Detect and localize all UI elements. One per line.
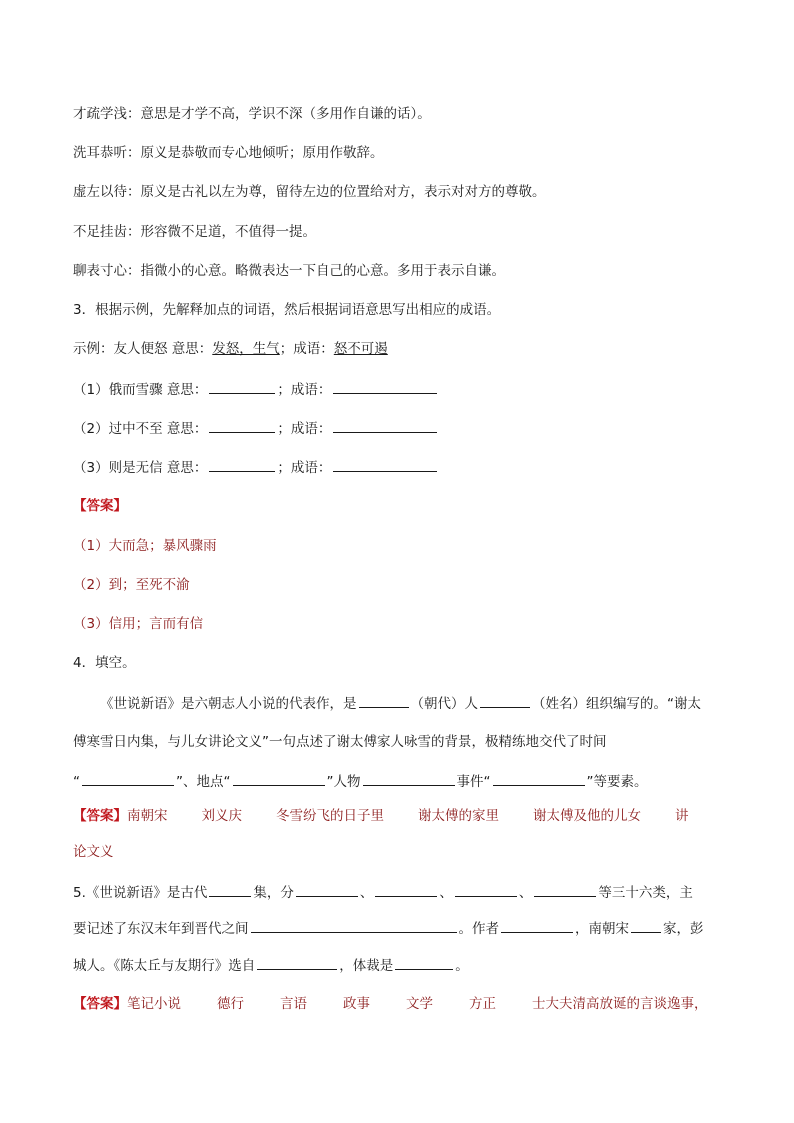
text: ”等要素。 bbox=[586, 774, 648, 790]
question-5-answer bbox=[73, 994, 708, 1014]
content-blank[interactable] bbox=[251, 918, 457, 933]
answer-2: （2）到；至死不渝 bbox=[73, 577, 190, 593]
definition-3: 虚左以待：原义是古礼以左为尊，留待左边的位置给对方，表示对对方的尊敬。 bbox=[73, 184, 546, 200]
idiom-blank[interactable] bbox=[333, 418, 437, 433]
category-blank[interactable] bbox=[375, 882, 437, 897]
text: 、 bbox=[359, 885, 374, 901]
text: （朝代）人 bbox=[410, 696, 478, 712]
text: “ bbox=[73, 774, 80, 790]
answer-3: （3）信用；言而有信 bbox=[73, 616, 204, 632]
answer-item: 文学 bbox=[406, 996, 433, 1012]
answer-1: （1）大而急；暴风骤雨 bbox=[73, 538, 217, 554]
category-blank[interactable] bbox=[534, 882, 596, 897]
answer-item: 笔记小说 bbox=[127, 996, 181, 1012]
name-blank[interactable] bbox=[480, 693, 530, 708]
text: 城人。《陈太丘与友期行》选自 bbox=[73, 958, 256, 974]
answer-item: 德行 bbox=[217, 996, 244, 1012]
answer-tag: 【答案】 bbox=[73, 498, 127, 514]
text: 。作者 bbox=[458, 921, 499, 937]
text: ，南朝宋 bbox=[575, 921, 629, 937]
author-blank[interactable] bbox=[501, 918, 573, 933]
answer-tag: 【答案】 bbox=[73, 808, 127, 824]
text: ”人物 bbox=[326, 774, 361, 790]
definition-1: 才疏学浅：意思是才学不高，学识不深（多用作自谦的话）。 bbox=[73, 106, 431, 122]
text: ，体裁是 bbox=[339, 958, 394, 974]
text: 、 bbox=[439, 885, 453, 901]
example-meaning: 发怒，生气 bbox=[212, 341, 280, 357]
answer-item: 谢太傅的家里 bbox=[418, 808, 499, 824]
time-blank[interactable] bbox=[82, 771, 174, 786]
text: （姓名）组织编写的。“谢太 bbox=[532, 696, 701, 712]
answer-item: 方正 bbox=[469, 996, 496, 1012]
text: 《世说新语》是六朝志人小说的代表作，是 bbox=[100, 696, 357, 712]
genre-blank[interactable] bbox=[209, 882, 251, 897]
meaning-blank[interactable] bbox=[209, 418, 275, 433]
answer-tag: 【答案】 bbox=[73, 996, 127, 1012]
definition-4: 不足挂齿：形容微不足道，不值得一提。 bbox=[73, 224, 316, 240]
answer-item: 刘义庆 bbox=[201, 808, 242, 824]
definition-5: 聊表寸心：指微小的心意。略微表达一下自己的心意。多用于表示自谦。 bbox=[73, 263, 505, 279]
title-blank[interactable] bbox=[631, 918, 661, 933]
answer-item: 政事 bbox=[343, 996, 370, 1012]
answer-item: 士大夫清高放诞的言谈逸事， bbox=[532, 996, 708, 1012]
question-4-para-line-3 bbox=[73, 771, 648, 792]
question-4-para-line-2: 傅寒雪日内集，与儿女讲论文义”一句点述了谢太傅家人咏雪的背景，极精练地交代了时间 bbox=[73, 734, 607, 750]
question-3-item-1 bbox=[73, 379, 439, 400]
text: ”、地点“ bbox=[176, 774, 231, 790]
question-4-answer bbox=[73, 806, 689, 826]
source-blank[interactable] bbox=[257, 955, 337, 970]
text: 、 bbox=[518, 885, 533, 901]
question-5-line-2 bbox=[73, 918, 704, 939]
text: 集，分 bbox=[253, 885, 294, 901]
category-blank[interactable] bbox=[455, 882, 517, 897]
item-label: （2）过中不至 意思： bbox=[73, 421, 208, 437]
question-4-stem: 4．填空。 bbox=[73, 655, 136, 671]
idiom-blank[interactable] bbox=[333, 457, 437, 472]
answer-item: 谢太傅及他的儿女 bbox=[533, 808, 641, 824]
text: 要记述了东汉末年到晋代之间 bbox=[73, 921, 249, 937]
question-5-line-1 bbox=[73, 882, 693, 903]
item-label: （1）俄而雪骤 意思： bbox=[73, 382, 208, 398]
form-blank[interactable] bbox=[395, 955, 453, 970]
question-3-stem: 3．根据示例，先解释加点的词语，然后根据词语意思写出相应的成语。 bbox=[73, 302, 501, 318]
people-blank[interactable] bbox=[363, 771, 455, 786]
text: 等三十六类，主 bbox=[598, 885, 693, 901]
question-4-answer-cont: 论文义 bbox=[73, 844, 114, 860]
question-4-para-line-1 bbox=[100, 693, 701, 714]
answer-item: 南朝宋 bbox=[127, 808, 168, 824]
example-idiom: 怒不可遏 bbox=[333, 341, 388, 357]
question-3-example bbox=[73, 339, 388, 359]
idiom-blank[interactable] bbox=[333, 379, 437, 394]
text: 5.《世说新语》是古代 bbox=[73, 885, 208, 901]
idiom-label: ；成语： bbox=[277, 382, 332, 398]
text: 家，彭 bbox=[663, 921, 704, 937]
text: 。 bbox=[455, 958, 469, 974]
idiom-label: ；成语： bbox=[277, 460, 332, 476]
category-blank[interactable] bbox=[296, 882, 358, 897]
definition-2: 洗耳恭听：原义是恭敬而专心地倾听；原用作敬辞。 bbox=[73, 145, 384, 161]
answer-item: 言语 bbox=[280, 996, 307, 1012]
answer-item: 讲 bbox=[675, 808, 689, 824]
text: 事件“ bbox=[456, 774, 491, 790]
example-prefix: 示例：友人便怒 意思： bbox=[73, 341, 213, 357]
question-5-line-3 bbox=[73, 955, 469, 976]
idiom-label: ；成语： bbox=[277, 421, 332, 437]
event-blank[interactable] bbox=[493, 771, 585, 786]
dynasty-blank[interactable] bbox=[359, 693, 409, 708]
question-3-item-3 bbox=[73, 457, 439, 478]
place-blank[interactable] bbox=[233, 771, 325, 786]
meaning-blank[interactable] bbox=[209, 379, 275, 394]
answer-item: 冬雪纷飞的日子里 bbox=[276, 808, 384, 824]
item-label: （3）则是无信 意思： bbox=[73, 460, 208, 476]
example-mid: ；成语： bbox=[279, 341, 334, 357]
meaning-blank[interactable] bbox=[209, 457, 275, 472]
question-3-item-2 bbox=[73, 418, 439, 439]
